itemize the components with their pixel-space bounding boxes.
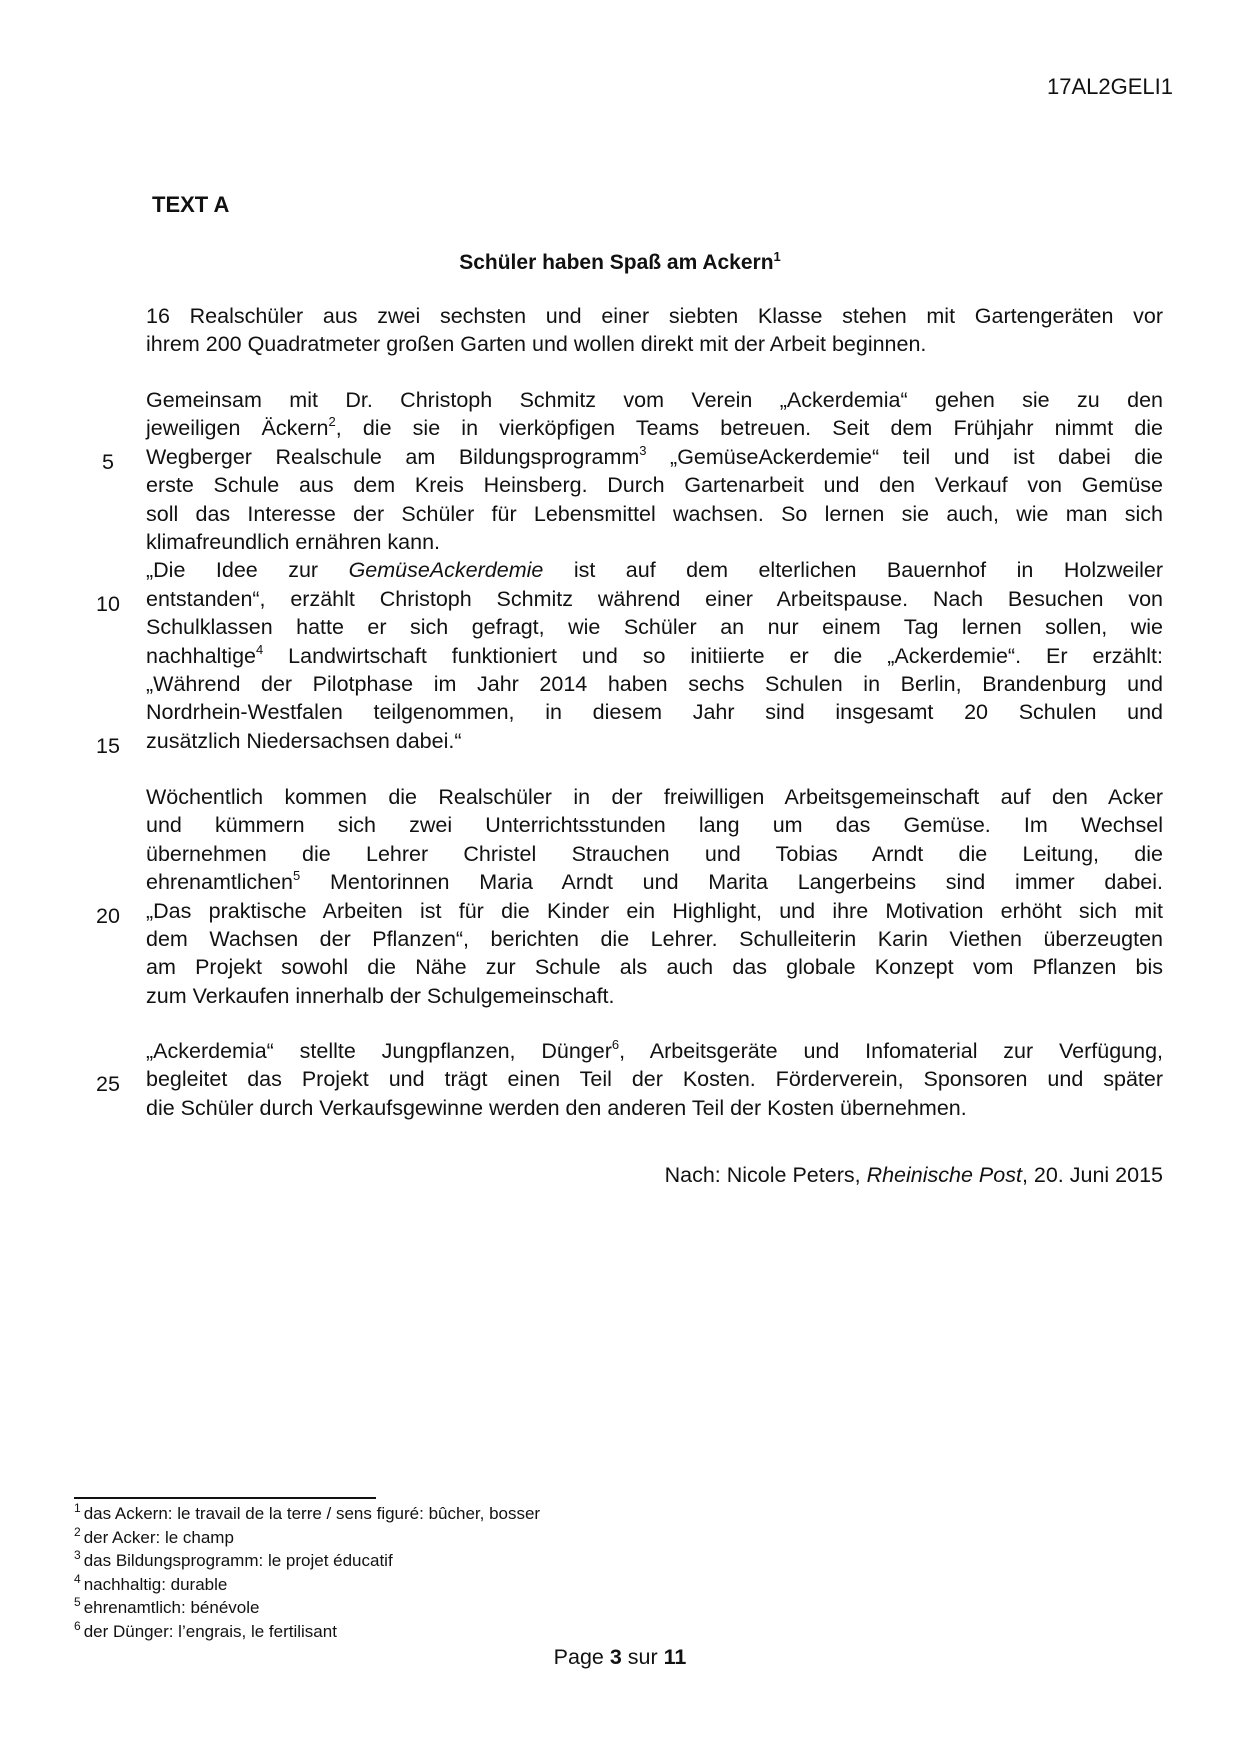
source-date: , 20. Juni 2015 bbox=[1021, 1163, 1163, 1187]
footnote bbox=[74, 1526, 540, 1550]
line-number: 5 bbox=[102, 450, 114, 474]
paragraph-1 bbox=[146, 302, 1163, 359]
page-prefix: Page bbox=[553, 1645, 610, 1669]
text-line bbox=[146, 642, 1163, 670]
text-line bbox=[146, 414, 1163, 442]
footnote bbox=[74, 1502, 540, 1526]
line-number: 10 bbox=[96, 592, 120, 616]
page-number bbox=[0, 1645, 1240, 1670]
footnote-text: nachhaltig: durable bbox=[83, 1574, 228, 1594]
text-span: nachhaltige bbox=[146, 643, 256, 668]
article-title-text: Schüler haben Spaß am Ackern bbox=[459, 251, 774, 274]
text-line: klimafreundlich ernähren kann. bbox=[146, 529, 440, 554]
text-span: ist auf dem elterlichen Bauernhof in Holzweiler bbox=[543, 558, 1163, 583]
text-line: die Schüler durch Verkaufsgewinne werden den anderen Teil der Kosten übernehmen. bbox=[146, 1095, 967, 1120]
footnote-divider bbox=[74, 1497, 376, 1499]
text-line: Schulklassen hatte er sich gefragt, wie Schüler an nur einem Tag lernen sollen, wie bbox=[146, 615, 1163, 640]
footnote-ref: 6 bbox=[611, 1037, 620, 1052]
text-span: Landwirtschaft funktioniert und so initiierte er die „Ackerdemie“. Er erzählt: bbox=[263, 643, 1163, 668]
footnote-text: der Acker: le champ bbox=[83, 1527, 234, 1547]
footnote-ref: 3 bbox=[639, 442, 647, 458]
text-line: Wöchentlich kommen die Realschüler in der freiwilligen Arbeitsgemeinschaft auf den Acker bbox=[146, 785, 1163, 809]
footnote-number: 5 bbox=[74, 1595, 81, 1609]
text-line: „Das praktische Arbeiten ist für die Kinder ein Highlight, und ihre Motivation erhöht sich mit bbox=[146, 898, 1163, 923]
source-publication: Rheinische Post bbox=[866, 1163, 1022, 1187]
footnote bbox=[74, 1549, 540, 1573]
text-line: dem Wachsen der Pflanzen“, berichten die Lehrer. Schulleiterin Karin Viethen überzeugten bbox=[146, 926, 1163, 951]
footnote-text: der Dünger: l’engrais, le fertilisant bbox=[83, 1621, 337, 1641]
line-number: 20 bbox=[96, 904, 120, 928]
source-prefix: Nach: Nicole Peters, bbox=[664, 1163, 867, 1187]
footnote bbox=[74, 1596, 540, 1620]
text-span: jeweiligen Äckern bbox=[146, 416, 329, 441]
total-pages: 11 bbox=[663, 1645, 687, 1669]
footnote-text: das Ackern: le travail de la terre / sens figuré: bûcher, bosser bbox=[83, 1504, 541, 1523]
footnote-number: 3 bbox=[74, 1548, 81, 1562]
text-line: Nordrhein-Westfalen teilgenommen, in diesem Jahr sind insgesamt 20 Schulen und bbox=[146, 700, 1163, 725]
paragraph-3 bbox=[146, 783, 1163, 1010]
line-number: 25 bbox=[96, 1072, 120, 1096]
footnote-number: 4 bbox=[74, 1571, 81, 1586]
source-citation bbox=[665, 1163, 1163, 1188]
line-number: 15 bbox=[96, 734, 120, 758]
footnote-number: 2 bbox=[74, 1524, 81, 1539]
text-line: am Projekt sowohl die Nähe zur Schule als auch das globale Konzept vom Pflanzen bis bbox=[146, 955, 1163, 980]
footnotes bbox=[74, 1502, 540, 1643]
italic-term: GemüseAckerdemie bbox=[348, 558, 544, 583]
text-line: ihrem 200 Quadratmeter großen Garten und wollen direkt mit der Arbeit beginnen. bbox=[146, 332, 927, 357]
text-line: entstanden“, erzählt Christoph Schmitz während einer Arbeitspause. Nach Besuchen von bbox=[146, 586, 1163, 611]
text-line: Gemeinsam mit Dr. Christoph Schmitz vom Verein „Ackerdemia“ gehen sie zu den bbox=[146, 388, 1163, 412]
footnote-number: 1 bbox=[74, 1501, 81, 1515]
text-line: übernehmen die Lehrer Christel Strauchen und Tobias Arndt die Leitung, die bbox=[146, 841, 1163, 866]
text-span: , die sie in vierköpfigen Teams betreuen. Seit dem Frühjahr nimmt die bbox=[335, 416, 1164, 441]
paragraph-2 bbox=[146, 386, 1163, 755]
text-line bbox=[146, 1037, 1163, 1065]
text-line: zusätzlich Niedersachsen dabei.“ bbox=[146, 728, 462, 753]
section-label: TEXT A bbox=[152, 192, 230, 217]
text-line: erste Schule aus dem Kreis Heinsberg. Durch Gartenarbeit und den Verkauf von Gemüse bbox=[146, 473, 1163, 498]
footnote-text: ehrenamtlich: bénévole bbox=[83, 1598, 260, 1617]
footnote-text: das Bildungsprogramm: le projet éducatif bbox=[83, 1551, 393, 1570]
footnote-ref: 1 bbox=[773, 249, 781, 264]
footnote-ref: 5 bbox=[293, 868, 301, 884]
article-title bbox=[0, 249, 1240, 275]
text-span: Mentorinnen Maria Arndt und Marita Langerbeins sind immer dabei. bbox=[300, 870, 1163, 895]
paragraph-4 bbox=[146, 1037, 1163, 1122]
text-line bbox=[146, 443, 1163, 471]
text-span: „Die Idee zur bbox=[146, 558, 349, 583]
text-span: , Arbeitsgeräte und Infomaterial zur Verfügung, bbox=[619, 1039, 1163, 1063]
text-line: begleitet das Projekt und trägt einen Teil der Kosten. Förderverein, Sponsoren und später bbox=[146, 1067, 1163, 1092]
text-span: ehrenamtlichen bbox=[146, 870, 294, 895]
footnote bbox=[74, 1573, 540, 1597]
text-line bbox=[146, 868, 1163, 896]
footnote bbox=[74, 1620, 540, 1644]
current-page: 3 bbox=[609, 1645, 622, 1669]
document-code: 17AL2GELI1 bbox=[1047, 74, 1173, 99]
footnote-ref: 4 bbox=[255, 641, 264, 657]
text-span: „GemüseAckerdemie“ teil und ist dabei die bbox=[646, 444, 1163, 469]
page-separator: sur bbox=[621, 1645, 664, 1669]
text-line: soll das Interesse der Schüler für Lebensmittel wachsen. So lernen sie auch, wie man sich bbox=[146, 501, 1163, 526]
text-line: und kümmern sich zwei Unterrichtsstunden lang um das Gemüse. Im Wechsel bbox=[146, 813, 1163, 838]
text-line: „Während der Pilotphase im Jahr 2014 haben sechs Schulen in Berlin, Brandenburg und bbox=[146, 671, 1163, 696]
footnote-ref: 2 bbox=[328, 414, 336, 430]
text-span: Wegberger Realschule am Bildungsprogramm bbox=[146, 444, 640, 469]
footnote-number: 6 bbox=[74, 1618, 81, 1633]
text-line: zum Verkaufen innerhalb der Schulgemeinschaft. bbox=[146, 983, 615, 1008]
text-line: 16 Realschüler aus zwei sechsten und einer siebten Klasse stehen mit Gartengeräten vor bbox=[146, 304, 1163, 328]
text-span: „Ackerdemia“ stellte Jungpflanzen, Dünger bbox=[146, 1039, 612, 1063]
text-line bbox=[146, 556, 1163, 584]
